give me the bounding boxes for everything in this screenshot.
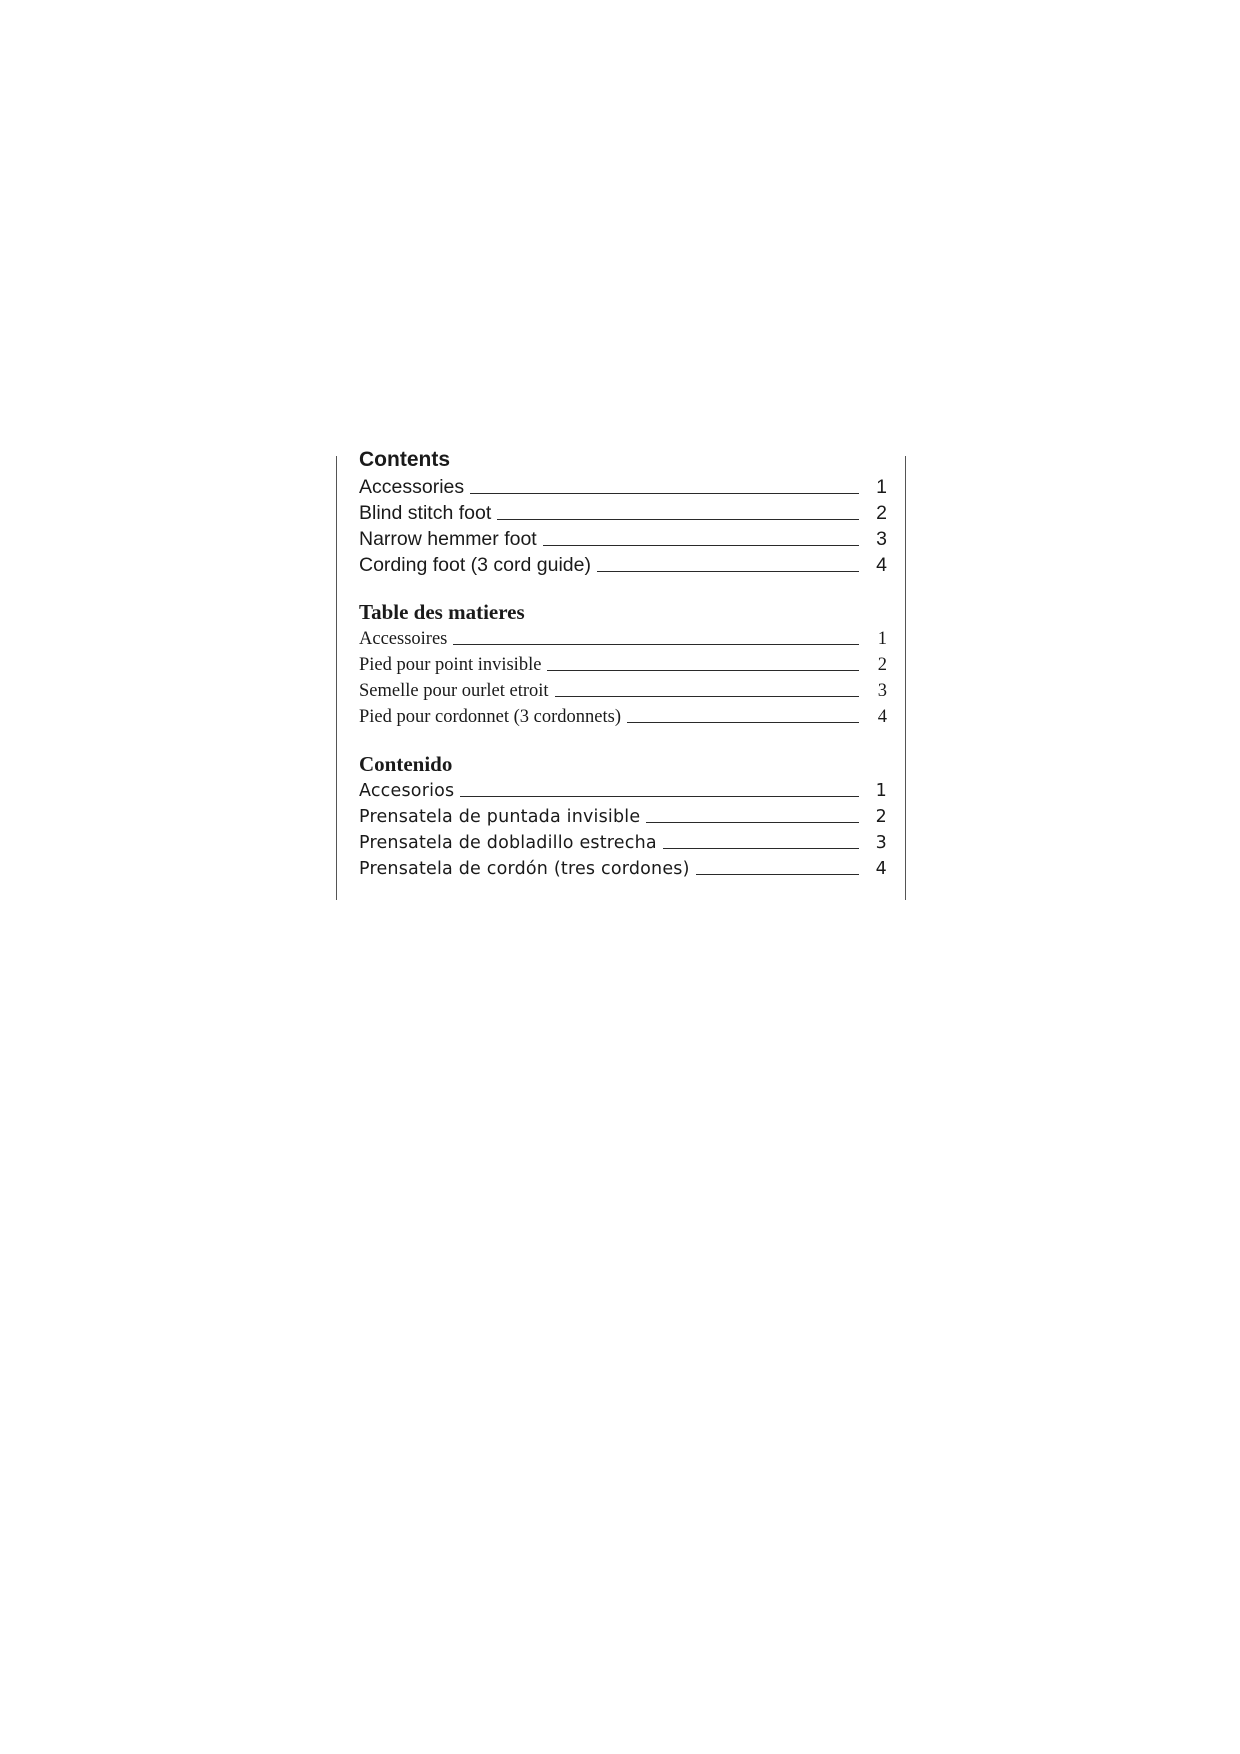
toc-leader-line: [543, 545, 859, 546]
toc-entry[interactable]: [359, 626, 887, 652]
toc-entry-page: 2: [875, 807, 887, 828]
toc-entry-label: Pied pour cordonnet (3 cordonnets): [359, 707, 622, 728]
contents-section-english: [359, 448, 887, 578]
toc-entry[interactable]: [359, 856, 887, 882]
toc-entry[interactable]: [359, 526, 887, 552]
toc-entry[interactable]: [359, 830, 887, 856]
toc-leader-line: [597, 571, 859, 572]
toc-entry[interactable]: [359, 804, 887, 830]
right-margin-rule: [905, 456, 906, 900]
toc-leader-line: [663, 848, 859, 849]
toc-leader-line: [696, 874, 859, 875]
contents-section-spanish: [359, 752, 887, 882]
toc-leader-line: [453, 644, 859, 645]
toc-entry-label: Cording foot (3 cord guide): [359, 554, 591, 577]
toc-entry[interactable]: [359, 652, 887, 678]
toc-leader-line: [646, 822, 859, 823]
section-heading: Contenido: [359, 752, 453, 777]
toc-entry-label: Prensatela de cordón (tres cordones): [359, 859, 690, 880]
toc-entry[interactable]: [359, 778, 887, 804]
toc-entry-page: 3: [876, 528, 887, 551]
toc-entry-label: Accesorios: [359, 781, 455, 802]
toc-entry-label: Prensatela de puntada invisible: [359, 807, 641, 828]
toc-entry-page: 1: [875, 781, 887, 802]
toc-entry-page: 2: [876, 502, 887, 525]
toc-entry-page: 4: [875, 859, 887, 880]
toc-leader-line: [547, 670, 859, 671]
toc-entry-page: 4: [877, 707, 887, 728]
toc-entry-label: Accessoires: [359, 629, 448, 650]
toc-entry-label: Prensatela de dobladillo estrecha: [359, 833, 657, 854]
toc-entry-label: Semelle pour ourlet etroit: [359, 681, 549, 702]
left-margin-rule: [336, 456, 337, 900]
toc-entry-page: 1: [877, 629, 887, 650]
toc-leader-line: [555, 696, 859, 697]
contents-section-french: [359, 600, 887, 730]
section-heading: Contents: [359, 448, 450, 471]
toc-entry-page: 4: [876, 554, 887, 577]
table-of-contents: [359, 448, 887, 882]
toc-entry-page: 2: [877, 655, 887, 676]
toc-entry-label: Pied pour point invisible: [359, 655, 542, 676]
toc-entry[interactable]: [359, 500, 887, 526]
toc-entry-page: 1: [876, 476, 887, 499]
section-heading: Table des matieres: [359, 600, 525, 625]
toc-entry[interactable]: [359, 678, 887, 704]
toc-leader-line: [460, 796, 859, 797]
toc-leader-line: [497, 519, 859, 520]
toc-entry-label: Narrow hemmer foot: [359, 528, 537, 551]
toc-entry[interactable]: [359, 704, 887, 730]
toc-entry-page: 3: [875, 833, 887, 854]
toc-entry-label: Blind stitch foot: [359, 502, 492, 525]
toc-entry[interactable]: [359, 552, 887, 578]
toc-leader-line: [627, 722, 859, 723]
toc-leader-line: [470, 493, 859, 494]
toc-entry[interactable]: [359, 474, 887, 500]
toc-entry-page: 3: [877, 681, 887, 702]
toc-entry-label: Accessories: [359, 476, 465, 499]
